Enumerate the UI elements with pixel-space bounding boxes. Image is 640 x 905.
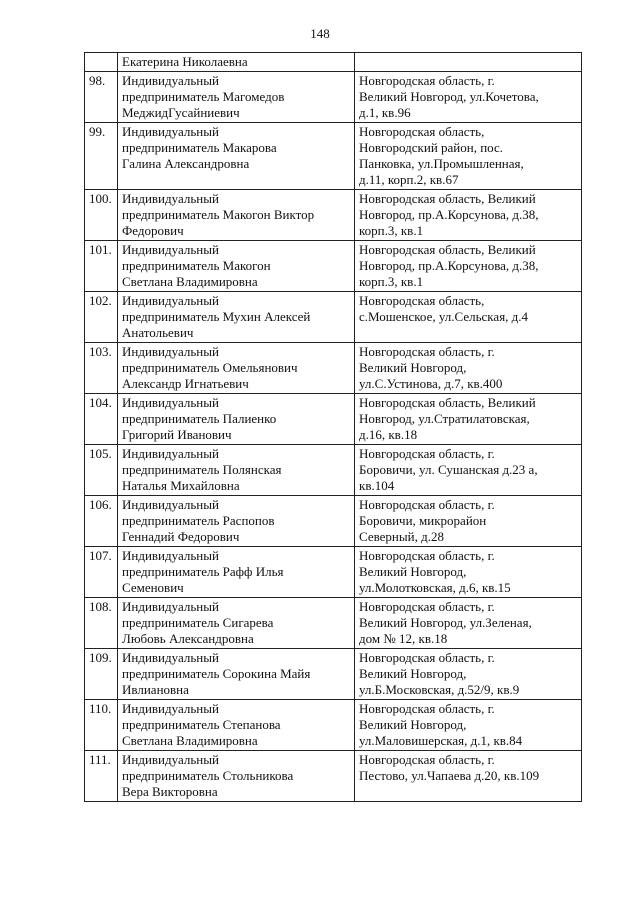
entrepreneur-name [118, 72, 355, 123]
row-number: 108. [85, 598, 118, 649]
entrepreneur-name-line: Индивидуальный [122, 446, 219, 461]
entrepreneur-address-line: Новгородская область, г. [359, 599, 495, 614]
entrepreneur-address-line: ул.Б.Московская, д.52/9, кв.9 [359, 682, 520, 697]
entrepreneur-address [355, 496, 582, 547]
entrepreneur-address [355, 394, 582, 445]
entrepreneur-address-line: Великий Новгород, [359, 666, 467, 681]
entrepreneur-name-line: предприниматель Мухин Алексей [122, 309, 311, 324]
row-number: 101. [85, 241, 118, 292]
entrepreneur-address-line: корп.3, кв.1 [359, 223, 424, 238]
entrepreneur-address [355, 547, 582, 598]
table-row [85, 241, 582, 292]
entrepreneur-address [355, 53, 582, 72]
entrepreneur-address-line: ул.Маловишерская, д.1, кв.84 [359, 733, 523, 748]
row-number: 110. [85, 700, 118, 751]
entrepreneur-address-line: Боровичи, микрорайон [359, 513, 487, 528]
entrepreneur-name-line: Индивидуальный [122, 548, 219, 563]
entrepreneur-address [355, 241, 582, 292]
row-number: 100. [85, 190, 118, 241]
entrepreneur-name-line: предприниматель Полянская [122, 462, 282, 477]
entrepreneur-name-line: предприниматель Палиенко [122, 411, 277, 426]
entrepreneur-address-line: Новгородская область, [359, 124, 485, 139]
entrepreneur-address-line: Великий Новгород, [359, 360, 467, 375]
entrepreneur-registry-table [84, 52, 582, 802]
entrepreneur-address-line: Великий Новгород, [359, 564, 467, 579]
entrepreneur-address-line: Великий Новгород, ул.Зеленая, [359, 615, 532, 630]
entrepreneur-name-line: Григорий Иванович [122, 427, 232, 442]
row-number: 98. [85, 72, 118, 123]
entrepreneur-address [355, 292, 582, 343]
entrepreneur-name-line: Вера Викторовна [122, 784, 218, 799]
entrepreneur-name-line: предприниматель Распопов [122, 513, 275, 528]
entrepreneur-name-line: Индивидуальный [122, 599, 219, 614]
entrepreneur-address-line: Боровичи, ул. Сушанская д.23 а, [359, 462, 538, 477]
entrepreneur-address-line: Новгородская область, Великий [359, 242, 536, 257]
row-number: 102. [85, 292, 118, 343]
entrepreneur-address-line: Новгородская область, г. [359, 752, 495, 767]
table-row [85, 343, 582, 394]
entrepreneur-address-line: кв.104 [359, 478, 395, 493]
table-row [85, 547, 582, 598]
entrepreneur-address-line: корп.3, кв.1 [359, 274, 424, 289]
entrepreneur-name-line: Индивидуальный [122, 242, 219, 257]
table-row [85, 72, 582, 123]
page-number: 148 [310, 26, 330, 41]
entrepreneur-name [118, 343, 355, 394]
entrepreneur-name-line: предприниматель Макогон [122, 258, 271, 273]
table-row [85, 394, 582, 445]
entrepreneur-name [118, 241, 355, 292]
continued-row [85, 53, 582, 72]
entrepreneur-name-line: Светлана Владимировна [122, 733, 258, 748]
entrepreneur-address [355, 598, 582, 649]
entrepreneur-address-line: Новгородский район, пос. [359, 140, 504, 155]
entrepreneur-name-line: Индивидуальный [122, 497, 219, 512]
entrepreneur-address-line: Новгородская область, Великий [359, 191, 536, 206]
table-row [85, 123, 582, 190]
entrepreneur-address-line: Новгородская область, г. [359, 701, 495, 716]
entrepreneur-address-line: Новгород, пр.А.Корсунова, д.38, [359, 207, 539, 222]
entrepreneur-name-line: предприниматель Рафф Илья [122, 564, 284, 579]
table-row [85, 751, 582, 802]
entrepreneur-name-line: предприниматель Степанова [122, 717, 281, 732]
entrepreneur-name-line: Геннадий Федорович [122, 529, 240, 544]
table-row [85, 496, 582, 547]
entrepreneur-address-line: дом № 12, кв.18 [359, 631, 448, 646]
entrepreneur-name-line: Екатерина Николаевна [122, 54, 248, 69]
entrepreneur-address-line: с.Мошенское, ул.Сельская, д.4 [359, 309, 529, 324]
row-number: 107. [85, 547, 118, 598]
entrepreneur-address-line: Великий Новгород, ул.Кочетова, [359, 89, 539, 104]
entrepreneur-name-line: Любовь Александровна [122, 631, 254, 646]
table-row [85, 292, 582, 343]
entrepreneur-name [118, 190, 355, 241]
registry-table-body [85, 53, 582, 802]
entrepreneur-address-line: Новгородская область, г. [359, 650, 495, 665]
entrepreneur-name-line: Светлана Владимировна [122, 274, 258, 289]
entrepreneur-name-line: Ивлиановна [122, 682, 189, 697]
entrepreneur-address [355, 751, 582, 802]
entrepreneur-name-line: Галина Александровна [122, 156, 250, 171]
entrepreneur-name-line: Наталья Михайловна [122, 478, 240, 493]
entrepreneur-address-line: Новгородская область, г. [359, 446, 495, 461]
entrepreneur-name-line: Индивидуальный [122, 344, 219, 359]
entrepreneur-name-line: предприниматель Макарова [122, 140, 277, 155]
entrepreneur-name-line: Александр Игнатьевич [122, 376, 249, 391]
entrepreneur-address-line: Новгородская область, г. [359, 497, 495, 512]
entrepreneur-address-line: Новгородская область, г. [359, 73, 495, 88]
entrepreneur-address-line: Новгород, ул.Стратилатовская, [359, 411, 530, 426]
entrepreneur-name [118, 547, 355, 598]
entrepreneur-name-line: Индивидуальный [122, 650, 219, 665]
table-row [85, 445, 582, 496]
table-row [85, 598, 582, 649]
entrepreneur-name [118, 292, 355, 343]
entrepreneur-address-line: д.11, корп.2, кв.67 [359, 172, 459, 187]
entrepreneur-name-line: Федорович [122, 223, 184, 238]
row-number: 111. [85, 751, 118, 802]
entrepreneur-name-line: Индивидуальный [122, 752, 219, 767]
entrepreneur-name-line: Индивидуальный [122, 395, 219, 410]
entrepreneur-address-line: Новгородская область, г. [359, 548, 495, 563]
entrepreneur-name [118, 496, 355, 547]
entrepreneur-address-line: д.16, кв.18 [359, 427, 418, 442]
entrepreneur-name-line: Семенович [122, 580, 184, 595]
entrepreneur-name-line: МеджидГусайниевич [122, 105, 240, 120]
row-number: 103. [85, 343, 118, 394]
entrepreneur-name-line: Индивидуальный [122, 293, 219, 308]
entrepreneur-name-line: предприниматель Омельянович [122, 360, 298, 375]
row-number: 104. [85, 394, 118, 445]
entrepreneur-address [355, 343, 582, 394]
table-row [85, 190, 582, 241]
table-row [85, 649, 582, 700]
entrepreneur-address-line: Новгородская область, [359, 293, 485, 308]
entrepreneur-name-line: Анатольевич [122, 325, 194, 340]
entrepreneur-name [118, 700, 355, 751]
entrepreneur-name-line: предприниматель Сорокина Майя [122, 666, 311, 681]
entrepreneur-address-line: Северный, д.28 [359, 529, 444, 544]
entrepreneur-name-line: предприниматель Макогон Виктор [122, 207, 315, 222]
entrepreneur-name-line: Индивидуальный [122, 124, 219, 139]
entrepreneur-address-line: д.1, кв.96 [359, 105, 411, 120]
entrepreneur-name-line: Индивидуальный [122, 73, 219, 88]
entrepreneur-name-line: предприниматель Сигарева [122, 615, 274, 630]
entrepreneur-address [355, 445, 582, 496]
row-number [85, 53, 118, 72]
entrepreneur-name [118, 394, 355, 445]
entrepreneur-address [355, 72, 582, 123]
table-row [85, 700, 582, 751]
entrepreneur-address-line: ул.С.Устинова, д.7, кв.400 [359, 376, 503, 391]
entrepreneur-address [355, 649, 582, 700]
entrepreneur-address-line: Новгородская область, г. [359, 344, 495, 359]
entrepreneur-name [118, 751, 355, 802]
entrepreneur-name [118, 445, 355, 496]
entrepreneur-name-line: Индивидуальный [122, 701, 219, 716]
entrepreneur-name-line: предприниматель Магомедов [122, 89, 285, 104]
entrepreneur-address [355, 190, 582, 241]
entrepreneur-name [118, 598, 355, 649]
entrepreneur-address [355, 700, 582, 751]
row-number: 105. [85, 445, 118, 496]
row-number: 106. [85, 496, 118, 547]
entrepreneur-name [118, 53, 355, 72]
entrepreneur-address [355, 123, 582, 190]
entrepreneur-name-line: предприниматель Стольникова [122, 768, 294, 783]
row-number: 99. [85, 123, 118, 190]
entrepreneur-address-line: Пестово, ул.Чапаева д.20, кв.109 [359, 768, 540, 783]
entrepreneur-name-line: Индивидуальный [122, 191, 219, 206]
entrepreneur-name [118, 123, 355, 190]
entrepreneur-address-line: Панковка, ул.Промышленная, [359, 156, 524, 171]
entrepreneur-address-line: Великий Новгород, [359, 717, 467, 732]
entrepreneur-address-line: Новгородская область, Великий [359, 395, 536, 410]
entrepreneur-name [118, 649, 355, 700]
entrepreneur-address-line: Новгород, пр.А.Корсунова, д.38, [359, 258, 539, 273]
entrepreneur-address-line: ул.Молотковская, д.6, кв.15 [359, 580, 511, 595]
row-number: 109. [85, 649, 118, 700]
